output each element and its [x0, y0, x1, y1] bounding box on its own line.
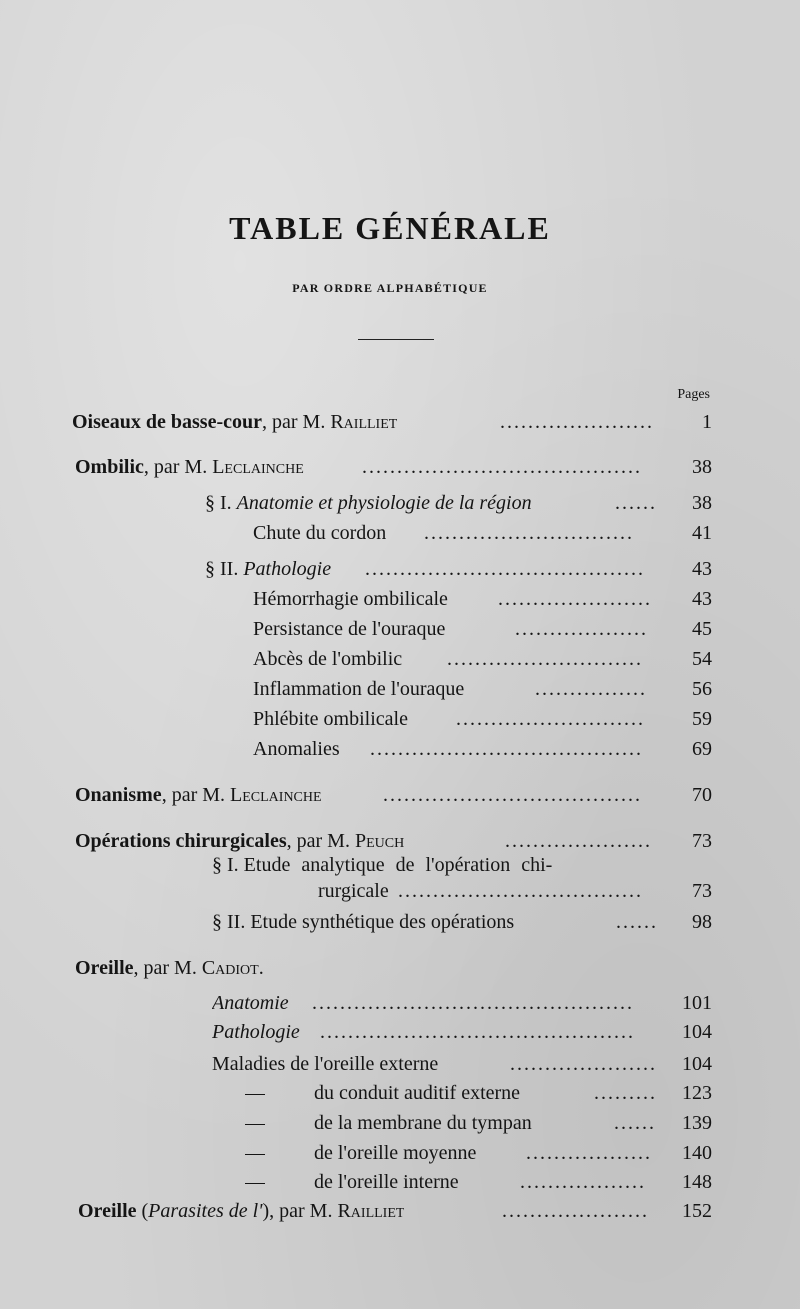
toc-entry — [0, 584, 800, 614]
heading-italic: Parasites de l' — [148, 1200, 263, 1222]
toc-entry — [0, 907, 800, 937]
dot-leader: ........................... — [456, 708, 645, 730]
entry-label: rurgicale — [318, 880, 389, 902]
entry-page: 73 — [692, 880, 712, 902]
ditto-dash: — — [245, 1082, 265, 1104]
dot-leader: .................. — [526, 1142, 652, 1164]
dot-leader: ..................................... — [383, 784, 642, 806]
entry-page: 104 — [682, 1053, 712, 1075]
section-prefix: § II. — [205, 558, 244, 580]
entry-author: Railliet — [330, 411, 398, 433]
dot-leader: ...... — [615, 492, 657, 514]
entry-label: Chute du cordon — [253, 522, 387, 544]
toc-entry — [0, 734, 800, 764]
entry-label: Maladies de l'oreille externe — [212, 1053, 439, 1075]
entry-page: 43 — [692, 558, 712, 580]
entry-label: Pathologie — [243, 558, 332, 580]
entry-page: 38 — [692, 456, 712, 478]
entry-label: de l'oreille moyenne — [314, 1142, 477, 1164]
entry-label: Anomalies — [253, 738, 340, 760]
entry-separator: , par M. — [161, 784, 231, 806]
entry-author: Leclainche — [212, 456, 304, 478]
entry-page: 123 — [682, 1082, 712, 1104]
dot-leader: ......... — [594, 1082, 657, 1104]
toc-entry — [0, 488, 800, 518]
entry-label: du conduit auditif externe — [314, 1082, 521, 1104]
dot-leader: ........................................ — [362, 456, 642, 478]
dot-leader: ..................... — [510, 1053, 657, 1075]
toc-entry — [0, 614, 800, 644]
toc-entry — [0, 674, 800, 704]
dot-leader: ................... — [515, 618, 648, 640]
dot-leader: ...................... — [498, 588, 652, 610]
entry-page: 45 — [692, 618, 712, 640]
dot-leader: .................. — [520, 1171, 646, 1193]
entry-heading: Opérations chirurgicales — [75, 830, 287, 852]
toc-entry — [0, 1017, 800, 1047]
dot-leader: ...................... — [500, 411, 654, 433]
entry-heading: Oreille — [75, 957, 134, 979]
dot-leader: .............................. — [424, 522, 634, 544]
heading-close-paren: ) — [262, 1200, 270, 1222]
entry-separator: , par M. — [262, 411, 331, 433]
entry-label: Pathologie — [212, 1021, 300, 1043]
toc-entry — [0, 780, 800, 810]
dot-leader: ..................... — [505, 830, 652, 852]
dot-leader: .............................................. — [312, 992, 634, 1014]
entry-page: 101 — [682, 992, 712, 1014]
dot-leader: ............................................. — [320, 1021, 635, 1043]
entry-author: Leclainche — [230, 784, 322, 806]
entry-page: 139 — [682, 1112, 712, 1134]
ditto-dash: — — [245, 1142, 265, 1164]
toc-entry — [0, 1049, 800, 1079]
entry-page: 148 — [682, 1171, 712, 1193]
dot-leader: ...... — [614, 1112, 656, 1134]
pages-column-header: Pages — [677, 387, 710, 402]
toc-entry — [0, 876, 800, 906]
toc-entry — [0, 1167, 800, 1197]
entry-page: 73 — [692, 830, 712, 852]
title-rule — [358, 339, 434, 340]
entry-page: 54 — [692, 648, 712, 670]
toc-entry — [0, 953, 800, 983]
dot-leader: ................ — [535, 678, 647, 700]
dot-leader: ........................................ — [365, 558, 645, 580]
page-subtitle: PAR ORDRE ALPHABÉTIQUE — [292, 281, 488, 295]
entry-separator: , par M. — [143, 456, 213, 478]
entry-label: Anatomie — [212, 992, 289, 1014]
entry-label: Persistance de l'ouraque — [253, 618, 446, 640]
entry-heading: Onanisme — [75, 784, 162, 806]
dot-leader: ................................... — [398, 880, 643, 902]
entry-label: Hémorrhagie ombilicale — [253, 588, 448, 610]
entry-author: Cadiot. — [201, 957, 264, 979]
dot-leader: ....................................... — [370, 738, 643, 760]
entry-page: 41 — [692, 522, 712, 544]
entry-separator: , par M. — [286, 830, 355, 852]
entry-heading: Ombilic — [75, 456, 144, 478]
section-prefix: § I. — [205, 492, 237, 514]
toc-entry — [0, 644, 800, 674]
entry-author: Railliet — [337, 1200, 405, 1222]
entry-heading: Oreille — [78, 1200, 137, 1222]
toc-entry — [0, 518, 800, 548]
entry-page: 1 — [702, 411, 712, 433]
entry-label: Abcès de l'ombilic — [253, 648, 403, 670]
entry-label: Anatomie et physiologie de la région — [236, 492, 532, 514]
ditto-dash: — — [245, 1112, 265, 1134]
section-prefix: § II. — [212, 911, 251, 933]
toc-entry — [0, 1078, 800, 1108]
heading-open-paren: ( — [136, 1200, 149, 1222]
entry-label: Phlébite ombilicale — [253, 708, 408, 730]
toc-entry — [0, 988, 800, 1018]
entry-separator: , par M. — [133, 957, 202, 979]
toc-entry — [0, 1108, 800, 1138]
toc-entry — [0, 704, 800, 734]
entry-label: Inflammation de l'ouraque — [253, 678, 465, 700]
entry-page: 69 — [692, 738, 712, 760]
entry-heading: Oiseaux de basse-cour — [72, 411, 262, 433]
dot-leader: ............................ — [447, 648, 643, 670]
section-prefix: § I. — [212, 854, 244, 876]
entry-author: Peuch — [354, 830, 405, 852]
entry-label: Etude synthétique des opérations — [250, 911, 515, 933]
toc-entry — [0, 1196, 800, 1226]
entry-page: 140 — [682, 1142, 712, 1164]
ditto-dash: — — [245, 1171, 265, 1193]
entry-label: Etude analytique de l'opération chi- — [243, 854, 553, 876]
entry-label: de l'oreille interne — [314, 1171, 459, 1193]
entry-page: 43 — [692, 588, 712, 610]
entry-page: 98 — [692, 911, 712, 933]
entry-page: 70 — [692, 784, 712, 806]
toc-entry — [0, 1138, 800, 1168]
page-title: TABLE GÉNÉRALE — [229, 210, 551, 246]
entry-page: 152 — [682, 1200, 712, 1222]
toc-entry — [0, 554, 800, 584]
toc-entry — [0, 407, 800, 437]
entry-page: 56 — [692, 678, 712, 700]
entry-page: 104 — [682, 1021, 712, 1043]
entry-separator: , par M. — [269, 1200, 338, 1222]
toc-entry — [0, 452, 800, 482]
dot-leader: ...... — [616, 911, 658, 933]
entry-page: 59 — [692, 708, 712, 730]
dot-leader: ..................... — [502, 1200, 649, 1222]
entry-label: de la membrane du tympan — [314, 1112, 532, 1134]
entry-page: 38 — [692, 492, 712, 514]
